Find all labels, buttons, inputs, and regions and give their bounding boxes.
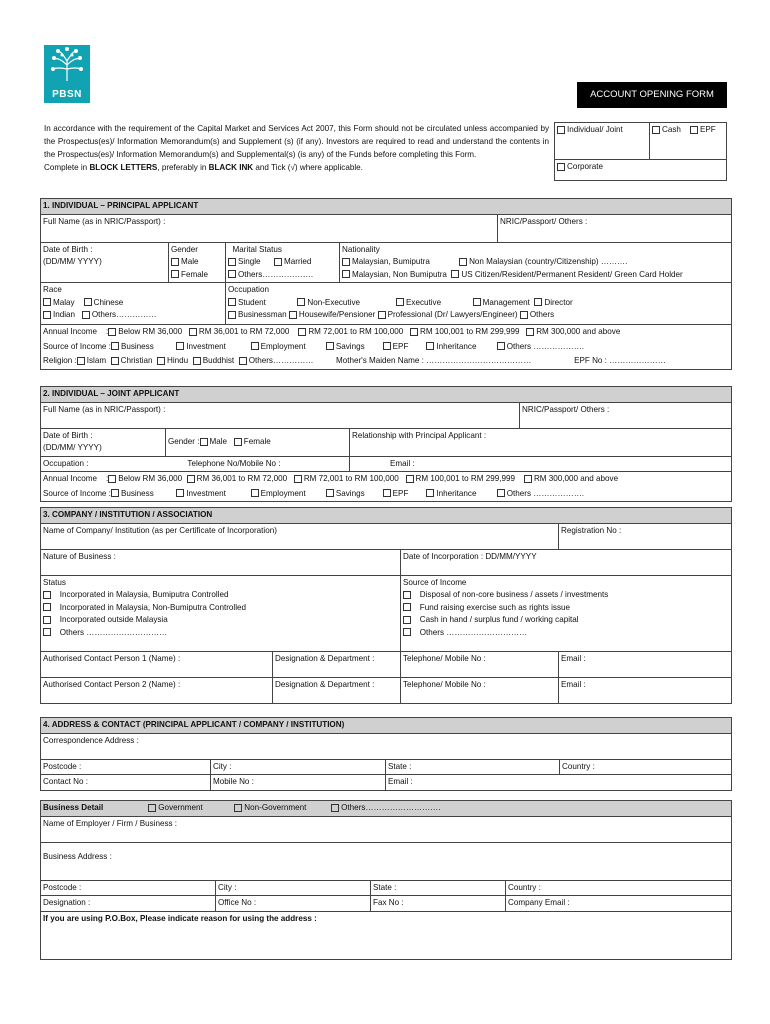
s1-inc4-checkbox[interactable] — [410, 328, 418, 336]
bd-others-label: Others………………………. — [341, 803, 441, 812]
s2-inc4-label: RM 100,001 to RM 299,999 — [415, 474, 515, 483]
s1-single-checkbox[interactable] — [228, 258, 236, 266]
s3-st4-checkbox[interactable] — [43, 628, 51, 636]
intro-text — [44, 122, 549, 174]
bd-office-no[interactable]: Office No : — [216, 896, 371, 912]
s2-inc1-checkbox[interactable] — [108, 475, 116, 483]
s2-telephone[interactable]: Telephone No/Mobile No : — [187, 458, 281, 468]
s1-nationality — [340, 242, 732, 283]
s3-status — [41, 575, 401, 651]
bd-state[interactable]: State : — [371, 880, 506, 896]
s1-employment-checkbox[interactable] — [251, 342, 259, 350]
s2-savings-label: Savings — [335, 488, 365, 498]
s4-country[interactable]: Country : — [560, 759, 732, 775]
individual-joint-label: Individual/ Joint — [567, 125, 623, 134]
s2-source-label: Source of Income : — [43, 488, 111, 498]
s1-nationality-label: Nationality — [342, 244, 380, 254]
section4-heading: 4. ADDRESS & CONTACT (PRINCIPAL APPLICANT / COMPANY / INSTITUTION) — [41, 718, 732, 734]
s1-epf-no[interactable]: EPF No : ………………… — [574, 356, 666, 365]
s1-buddhist-checkbox[interactable] — [193, 357, 201, 365]
block-letters: BLOCK LETTERS — [89, 163, 158, 172]
s1-hindu-checkbox[interactable] — [157, 357, 165, 365]
s3-so4-checkbox[interactable] — [403, 628, 411, 636]
s1-race-others-checkbox[interactable] — [82, 311, 90, 319]
form-title: ACCOUNT OPENING FORM — [577, 82, 727, 108]
s1-director-label: Director — [544, 297, 573, 307]
s1-inc2-checkbox[interactable] — [189, 328, 197, 336]
s2-relationship[interactable]: Relationship with Principal Applicant : — [350, 428, 732, 456]
s2-male-label: Male — [209, 436, 228, 446]
s1-race-label: Race — [43, 285, 62, 294]
s3-so3-checkbox[interactable] — [403, 616, 411, 624]
s2-inheritance-checkbox[interactable] — [426, 489, 434, 497]
s1-student-label: Student — [238, 297, 266, 307]
s2-gender — [166, 428, 350, 456]
s1-businessman-label: Businessman — [238, 310, 287, 319]
s2-dob[interactable] — [41, 428, 166, 456]
s3-source-label: Source of Income — [403, 577, 467, 587]
s3-st1-label: Incorporated in Malaysia, Bumiputra Controlled — [59, 590, 229, 599]
s1-mal-nonbumi-label: Malaysian, Non Bumiputra — [352, 269, 447, 279]
s1-occupation-label: Occupation — [228, 285, 269, 294]
s2-occupation-label: Occupation : — [43, 458, 89, 468]
s3-source — [401, 575, 732, 651]
section4-table — [40, 717, 732, 791]
s1-inc4-label: RM 100,001 to RM 299,999 — [420, 327, 520, 336]
section1-heading: 1. INDIVIDUAL – PRINCIPAL APPLICANT — [41, 199, 732, 215]
s2-gender-label: Gender : — [168, 436, 200, 446]
s1-inheritance-checkbox[interactable] — [426, 342, 434, 350]
s2-inc4-checkbox[interactable] — [406, 475, 414, 483]
s4-mobile-no[interactable]: Mobile No : — [211, 775, 386, 791]
s4-email[interactable]: Email : — [386, 775, 732, 791]
s2-inc2-label: RM 36,001 to RM 72,000 — [196, 474, 288, 483]
s1-indian-checkbox[interactable] — [43, 311, 51, 319]
s1-director-checkbox[interactable] — [534, 298, 542, 306]
s2-occupation[interactable] — [41, 456, 350, 472]
s1-source-row — [41, 340, 732, 355]
s1-executive-label: Executive — [406, 297, 442, 307]
s3-telephone2[interactable]: Telephone/ Mobile No : — [401, 677, 559, 703]
s1-mal-nonbumi-checkbox[interactable] — [342, 270, 350, 278]
s2-source-row — [41, 487, 732, 502]
s1-employment-label: Employment — [260, 341, 306, 351]
s1-student-checkbox[interactable] — [228, 298, 236, 306]
s1-inc3-label: RM 72,001 to RM 100,000 — [308, 327, 404, 336]
s1-non-mal-label: Non Malaysian (country/Citizenship) ………. — [469, 257, 628, 266]
s1-mal-bumi-label: Malaysian, Bumiputra — [352, 257, 430, 266]
bd-country[interactable]: Country : — [506, 880, 732, 896]
s1-christian-checkbox[interactable] — [111, 357, 119, 365]
s1-investment-label: Investment — [186, 341, 226, 351]
s1-management-checkbox[interactable] — [473, 298, 481, 306]
s4-contact-no[interactable]: Contact No : — [41, 775, 211, 791]
s1-inc2-label: RM 36,001 to RM 72,000 — [198, 327, 290, 336]
s1-housewife-checkbox[interactable] — [289, 311, 297, 319]
epf-checkbox[interactable] — [690, 126, 698, 134]
s2-epf-label: EPF — [392, 488, 409, 498]
s1-professional-checkbox[interactable] — [378, 311, 386, 319]
s1-rel-others-label: Others…………… — [248, 356, 314, 365]
s1-dob-label: Date of Birth : — [43, 244, 93, 254]
s1-inheritance-label: Inheritance — [436, 341, 477, 351]
s2-nric[interactable]: NRIC/Passport/ Others : — [520, 402, 732, 428]
s1-christian-label: Christian — [120, 356, 153, 365]
intro-complete: Complete in — [44, 163, 90, 172]
s1-inc5-label: RM 300,000 and above — [536, 327, 621, 336]
s1-marital-others-label: Others………………. — [238, 269, 314, 279]
s3-st2-checkbox[interactable] — [43, 603, 51, 611]
s1-occ-others-checkbox[interactable] — [520, 311, 528, 319]
s3-designation1[interactable]: Designation & Department : — [273, 651, 401, 677]
s2-full-name[interactable]: Full Name (as in NRIC/Passport) : — [41, 402, 520, 428]
s3-so2-checkbox[interactable] — [403, 603, 411, 611]
s2-inc3-label: RM 72,001 to RM 100,000 — [303, 474, 399, 483]
s1-src-others-checkbox[interactable] — [497, 342, 505, 350]
s1-management-label: Management — [482, 297, 530, 307]
s1-race-others-label: Others…………… — [91, 310, 157, 319]
s1-islam-label: Islam — [86, 356, 107, 365]
s1-non-exec-label: Non-Executive — [307, 297, 361, 307]
s1-epf-label: EPF — [392, 341, 409, 351]
s1-marital-label: Marital Status — [232, 244, 282, 254]
s2-investment-label: Investment — [186, 488, 226, 498]
s2-income-label: Annual Income — [43, 474, 97, 483]
black-ink: BLACK INK — [208, 163, 254, 172]
s2-dob-format: (DD/MM/ YYYY) — [43, 443, 102, 452]
account-type-table — [554, 122, 727, 181]
s1-malay-label: Malay — [53, 297, 75, 307]
bd-nongov-label: Non-Government — [244, 803, 307, 812]
s1-income-label: Annual Income — [43, 327, 97, 336]
s3-so3-label: Cash in hand / surplus fund / working capital — [419, 615, 579, 624]
s1-religion-row — [41, 354, 732, 369]
s2-src-others-checkbox[interactable] — [497, 489, 505, 497]
s1-dob-format: (DD/MM/ YYYY) — [43, 257, 102, 266]
s2-business-label: Business — [120, 488, 154, 498]
s3-so1-label: Disposal of non-core business / assets / investments — [419, 590, 609, 599]
s3-email1[interactable]: Email : — [559, 651, 732, 677]
s3-st1-checkbox[interactable] — [43, 591, 51, 599]
s1-female-label: Female — [181, 269, 208, 279]
s1-male-label: Male — [181, 257, 199, 266]
s1-single-label: Single — [238, 257, 261, 266]
s2-inc3-checkbox[interactable] — [294, 475, 302, 483]
s1-female-checkbox[interactable] — [171, 270, 179, 278]
individual-joint-checkbox[interactable] — [557, 126, 565, 134]
bd-label: Business Detail — [43, 803, 104, 812]
bd-heading-row — [41, 801, 732, 817]
business-detail-table — [40, 800, 732, 960]
bd-po-box-note[interactable]: If you are using P.O.Box, Please indicate reason for using the address : — [41, 911, 732, 959]
s1-inc1-checkbox[interactable] — [108, 328, 116, 336]
s2-business-checkbox[interactable] — [111, 489, 119, 497]
section3-heading: 3. COMPANY / INSTITUTION / ASSOCIATION — [41, 508, 732, 524]
s1-buddhist-label: Buddhist — [202, 356, 235, 365]
corporate-label: Corporate — [567, 162, 603, 171]
s3-contact1[interactable]: Authorised Contact Person 1 (Name) : — [41, 651, 273, 677]
s1-businessman-checkbox[interactable] — [228, 311, 236, 319]
s1-dob[interactable] — [41, 242, 169, 283]
s2-employment-label: Employment — [260, 488, 306, 498]
s1-inc5-checkbox[interactable] — [526, 328, 534, 336]
s1-non-exec-checkbox[interactable] — [297, 298, 305, 306]
intro-preferably: , preferably in — [157, 163, 209, 172]
s3-st3-label: Incorporated outside Malaysia — [59, 615, 168, 624]
s3-so1-checkbox[interactable] — [403, 591, 411, 599]
s2-income-row: Annual Income : Below RM 36,000 RM 36,001 to RM 72,000 RM 72,001 to RM 100,000 RM 100,001 to RM 299,999 RM 300,000 and above — [41, 472, 732, 487]
s3-company-name[interactable]: Name of Company/ Institution (as per Certificate of Incorporation) — [41, 523, 559, 549]
s1-executive-checkbox[interactable] — [396, 298, 404, 306]
s1-investment-checkbox[interactable] — [176, 342, 184, 350]
s4-corr-address[interactable]: Correspondence Address : — [41, 733, 732, 759]
s1-full-name[interactable]: Full Name (as in NRIC/Passport) : — [41, 214, 498, 242]
s3-reg-no[interactable]: Registration No : — [559, 523, 732, 549]
s3-email2[interactable]: Email : — [559, 677, 732, 703]
s3-st4-label: Others ………………………… — [59, 627, 168, 637]
s1-male-checkbox[interactable] — [171, 258, 179, 266]
s1-maiden-name[interactable]: Mother's Maiden Name : ………………………………… — [335, 356, 532, 365]
epf-label: EPF — [700, 125, 716, 134]
bd-government-label: Government — [158, 803, 203, 812]
bd-nongov-checkbox[interactable] — [234, 804, 242, 812]
s1-income-row: Annual Income : Below RM 36,000 RM 36,001 to RM 72,000 RM 72,001 to RM 100,000 RM 100,001 to RM 299,999 RM 300,000 and above — [41, 325, 732, 340]
s1-mal-bumi-checkbox[interactable] — [342, 258, 350, 266]
s2-inheritance-label: Inheritance — [436, 488, 477, 498]
s1-occ-others-label: Others — [529, 310, 555, 319]
s1-chinese-checkbox[interactable] — [84, 298, 92, 306]
s2-inc5-checkbox[interactable] — [524, 475, 532, 483]
s1-savings-label: Savings — [335, 341, 365, 351]
s1-inc3-checkbox[interactable] — [298, 328, 306, 336]
s3-st2-label: Incorporated in Malaysia, Non-Bumiputra Controlled — [59, 602, 246, 612]
s2-epf-checkbox[interactable] — [383, 489, 391, 497]
s3-contact2[interactable]: Authorised Contact Person 2 (Name) : — [41, 677, 273, 703]
s1-rel-others-checkbox[interactable] — [239, 357, 247, 365]
s1-married-label: Married — [284, 257, 312, 266]
s1-us-citizen-label: US Citizen/Resident/Permanent Resident/ Green Card Holder — [461, 269, 683, 279]
intro-paragraph: In accordance with the requirement of the Capital Market and Services Act 2007, this Form should not be circulated unless accompanied by the Prospectus(es)/ Information Memorandum(s) and Supplement (s) (if any). Investors are required to read and understand the contents in the Prospectus(es)/ Information Memorandum(s) and Supplemental(s) (is any) of the Funds before completing this Form. — [44, 124, 549, 159]
intro-tick: and Tick (√) where applicable. — [253, 163, 363, 172]
s2-inc2-checkbox[interactable] — [187, 475, 195, 483]
s1-married-checkbox[interactable] — [274, 258, 282, 266]
s2-female-label: Female — [243, 436, 271, 446]
bd-fax-no[interactable]: Fax No : — [371, 896, 506, 912]
s1-marital — [226, 242, 340, 283]
section3-table — [40, 507, 732, 704]
bd-designation[interactable]: Designation : — [41, 896, 216, 912]
bd-others-checkbox[interactable] — [331, 804, 339, 812]
tree-icon — [44, 45, 90, 85]
s1-src-others-label: Others ………………. — [506, 341, 585, 351]
bd-company-email[interactable]: Company Email : — [506, 896, 732, 912]
s2-male-checkbox[interactable] — [200, 438, 208, 446]
s3-date-inc[interactable]: Date of Incorporation : DD/MM/YYYY — [401, 549, 732, 575]
s2-src-others-label: Others ………………. — [506, 488, 585, 498]
s3-status-label: Status — [43, 577, 66, 587]
s1-gender-label: Gender — [171, 244, 198, 254]
logo-text: PBSN — [52, 89, 82, 100]
bd-address[interactable]: Business Address : — [41, 842, 732, 880]
corporate-checkbox[interactable] — [557, 163, 565, 171]
section2-table — [40, 386, 732, 502]
s2-investment-checkbox[interactable] — [176, 489, 184, 497]
s2-inc1-label: Below RM 36,000 — [118, 474, 183, 483]
s1-epf-checkbox[interactable] — [383, 342, 391, 350]
cash-label: Cash — [662, 125, 681, 134]
bd-city[interactable]: City : — [216, 880, 371, 896]
bd-government-checkbox[interactable] — [148, 804, 156, 812]
s2-dob-label: Date of Birth : — [43, 430, 93, 440]
s1-business-checkbox[interactable] — [111, 342, 119, 350]
s1-malay-checkbox[interactable] — [43, 298, 51, 306]
s1-religion-label: Religion : — [43, 356, 77, 365]
s1-occupation — [226, 283, 732, 325]
s3-st3-checkbox[interactable] — [43, 616, 51, 624]
s1-nric[interactable]: NRIC/Passport/ Others : — [498, 214, 732, 242]
s1-housewife-label: Housewife/Pensioner — [298, 310, 376, 319]
s3-designation2[interactable]: Designation & Department : — [273, 677, 401, 703]
s1-inc1-label: Below RM 36,000 — [118, 327, 183, 336]
s2-female-checkbox[interactable] — [234, 438, 242, 446]
s1-hindu-label: Hindu — [167, 356, 189, 365]
s1-us-citizen-checkbox[interactable] — [451, 270, 459, 278]
s3-nature[interactable]: Nature of Business : — [41, 549, 401, 575]
s1-race — [41, 283, 226, 325]
s1-chinese-label: Chinese — [93, 297, 124, 307]
s1-marital-others-checkbox[interactable] — [228, 270, 236, 278]
s1-islam-checkbox[interactable] — [77, 357, 85, 365]
s1-gender — [169, 242, 226, 283]
s4-postcode[interactable]: Postcode : — [41, 759, 211, 775]
s2-employment-checkbox[interactable] — [251, 489, 259, 497]
s1-business-label: Business — [120, 341, 154, 351]
s2-email[interactable]: Email : — [350, 456, 732, 472]
s1-non-mal-checkbox[interactable] — [459, 258, 467, 266]
s2-inc5-label: RM 300,000 and above — [533, 474, 619, 483]
s3-so4-label: Others ………………………… — [419, 627, 528, 637]
section2-heading: 2. INDIVIDUAL – JOINT APPLICANT — [41, 387, 732, 403]
cash-checkbox[interactable] — [652, 126, 660, 134]
s3-so2-label: Fund raising exercise such as rights issue — [419, 602, 571, 612]
s1-professional-label: Professional (Dr/ Lawyers/Engineer) — [387, 310, 518, 319]
bd-employer[interactable]: Name of Employer / Firm / Business : — [41, 816, 732, 842]
s4-city[interactable]: City : — [211, 759, 386, 775]
s1-source-label: Source of Income : — [43, 341, 111, 351]
s2-savings-checkbox[interactable] — [326, 489, 334, 497]
s4-state[interactable]: State : — [386, 759, 560, 775]
bd-postcode[interactable]: Postcode : — [41, 880, 216, 896]
s1-savings-checkbox[interactable] — [326, 342, 334, 350]
s3-telephone1[interactable]: Telephone/ Mobile No : — [401, 651, 559, 677]
section1-table — [40, 198, 732, 370]
s1-indian-label: Indian — [53, 310, 76, 319]
